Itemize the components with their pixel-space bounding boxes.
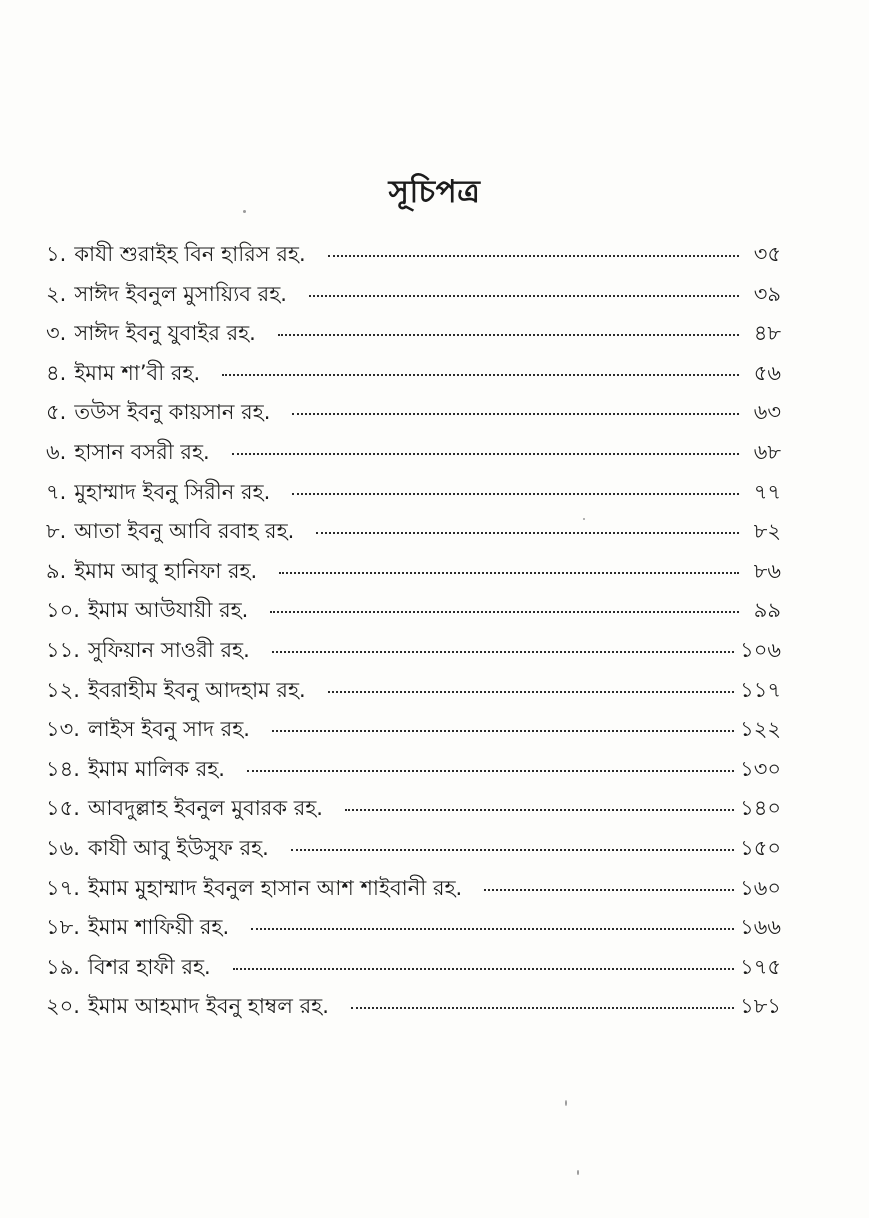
entry-number: ১৫. bbox=[46, 796, 80, 821]
dot-leader bbox=[247, 770, 734, 772]
dot-leader bbox=[232, 453, 739, 455]
entry-title: ইমাম শা’বী রহ. bbox=[74, 360, 201, 385]
dot-leader bbox=[272, 651, 734, 653]
entry-title: ইবরাহীম ইবনু আদহাম রহ. bbox=[87, 677, 306, 702]
entry-number: ৩. bbox=[46, 321, 67, 346]
toc-entry bbox=[46, 357, 781, 397]
entry-number: ২. bbox=[46, 281, 67, 306]
entry-page-number: ৩৯ bbox=[753, 281, 781, 306]
entry-title: আবদুল্লাহ ইবনুল মুবারক রহ. bbox=[87, 796, 323, 821]
dot-leader bbox=[291, 849, 734, 851]
paper-speck bbox=[583, 518, 585, 520]
entry-title: ইমাম মুহাম্মাদ ইবনুল হাসান আশ শাইবানী রহ. bbox=[87, 875, 463, 900]
entry-title: আতা ইবনু আবি রবাহ রহ. bbox=[74, 519, 295, 544]
toc-entry bbox=[46, 911, 781, 951]
dot-leader bbox=[251, 928, 734, 930]
entry-page-number: ১৫০ bbox=[740, 835, 781, 860]
dot-leader bbox=[233, 968, 734, 970]
entry-number: ৮. bbox=[46, 519, 67, 544]
dot-leader bbox=[222, 374, 739, 376]
toc-entry bbox=[46, 476, 781, 516]
dot-leader bbox=[309, 295, 739, 297]
entry-page-number: ১০৬ bbox=[740, 637, 781, 662]
entry-page-number: ৪৮ bbox=[753, 321, 781, 346]
entry-number: ৪. bbox=[46, 360, 67, 385]
toc-entry bbox=[46, 278, 781, 318]
entry-number: ২০. bbox=[46, 994, 80, 1019]
entry-title: ইমাম আহমাদ ইবনু হাম্বল রহ. bbox=[87, 994, 329, 1019]
entry-number: ৯. bbox=[46, 558, 67, 583]
entry-number: ৬. bbox=[46, 439, 67, 464]
toc-entry bbox=[46, 317, 781, 357]
entry-title: তউস ইবনু কায়সান রহ. bbox=[74, 400, 271, 425]
entry-number: ১৯. bbox=[46, 954, 80, 979]
entry-title: বিশর হাফী রহ. bbox=[87, 954, 211, 979]
entry-number: ১১. bbox=[46, 637, 80, 662]
entry-page-number: ৬৮ bbox=[753, 439, 781, 464]
toc-entry bbox=[46, 515, 781, 555]
entry-title: ইমাম আবু হানিফা রহ. bbox=[74, 558, 258, 583]
entry-title: সুফিয়ান সাওরী রহ. bbox=[87, 637, 250, 662]
entry-title: ইমাম আউযায়ী রহ. bbox=[87, 598, 249, 623]
dot-leader bbox=[316, 532, 739, 534]
entry-page-number: ১৪০ bbox=[740, 796, 781, 821]
toc-entry bbox=[46, 436, 781, 476]
toc-entry bbox=[46, 753, 781, 793]
toc-entry bbox=[46, 713, 781, 753]
entry-page-number: ৮৬ bbox=[753, 558, 781, 583]
dot-leader bbox=[278, 334, 739, 336]
entry-page-number: ১৭৫ bbox=[740, 954, 781, 979]
entry-title: মুহাম্মাদ ইবনু সিরীন রহ. bbox=[74, 479, 271, 504]
entry-page-number: ১৬০ bbox=[740, 875, 781, 900]
paper-speck bbox=[243, 210, 246, 213]
entry-number: ১৬. bbox=[46, 835, 80, 860]
entry-page-number: ১৩০ bbox=[740, 756, 781, 781]
entry-title: লাইস ইবনু সাদ রহ. bbox=[87, 717, 250, 742]
entry-page-number: ৭৭ bbox=[753, 479, 781, 504]
toc-entry bbox=[46, 674, 781, 714]
toc-entry bbox=[46, 951, 781, 991]
dot-leader bbox=[328, 255, 739, 257]
entry-page-number: ১৬৬ bbox=[740, 915, 781, 940]
toc-entry bbox=[46, 634, 781, 674]
table-of-contents bbox=[46, 238, 781, 1030]
dot-leader bbox=[351, 1007, 734, 1009]
dot-leader bbox=[272, 730, 734, 732]
toc-entry bbox=[46, 555, 781, 595]
dot-leader bbox=[270, 611, 739, 613]
entry-number: ৭. bbox=[46, 479, 67, 504]
toc-entry bbox=[46, 792, 781, 832]
entry-number: ৫. bbox=[46, 400, 67, 425]
entry-number: ১৩. bbox=[46, 717, 80, 742]
entry-title: কাযী আবু ইউসুফ রহ. bbox=[87, 835, 269, 860]
entry-title: ইমাম শাফিয়ী রহ. bbox=[87, 915, 230, 940]
toc-entry bbox=[46, 238, 781, 278]
dot-leader bbox=[328, 691, 734, 693]
toc-entry bbox=[46, 990, 781, 1030]
dot-leader bbox=[484, 889, 734, 891]
entry-number: ১০. bbox=[46, 598, 80, 623]
entry-page-number: ৯৯ bbox=[753, 598, 781, 623]
entry-page-number: ৫৬ bbox=[753, 360, 781, 385]
toc-entry bbox=[46, 396, 781, 436]
entry-page-number: ৩৫ bbox=[753, 242, 781, 266]
dot-leader bbox=[292, 493, 739, 495]
entry-title: ইমাম মালিক রহ. bbox=[87, 756, 225, 781]
dot-leader bbox=[292, 413, 739, 415]
entry-page-number: ১১৭ bbox=[740, 677, 781, 702]
entry-title: কাযী শুরাইহ বিন হারিস রহ. bbox=[74, 242, 306, 266]
dot-leader bbox=[345, 809, 734, 811]
entry-number: ১. bbox=[46, 242, 67, 266]
toc-entry bbox=[46, 594, 781, 634]
entry-number: ১৮. bbox=[46, 915, 80, 940]
page-title: সূচিপত্র bbox=[388, 174, 481, 210]
entry-number: ১২. bbox=[46, 677, 80, 702]
entry-page-number: ৮২ bbox=[753, 519, 781, 544]
entry-page-number: ১৮১ bbox=[740, 994, 781, 1019]
entry-number: ১৭. bbox=[46, 875, 80, 900]
entry-title: হাসান বসরী রহ. bbox=[74, 439, 210, 464]
entry-page-number: ১২২ bbox=[740, 717, 781, 742]
paper-speck bbox=[565, 1100, 567, 1106]
toc-entry bbox=[46, 872, 781, 912]
entry-title: সাঈদ ইবনুল মুসায়্যিব রহ. bbox=[74, 281, 287, 306]
entry-number: ১৪. bbox=[46, 756, 80, 781]
entry-page-number: ৬৩ bbox=[753, 400, 781, 425]
paper-speck bbox=[577, 1170, 579, 1175]
toc-entry bbox=[46, 832, 781, 872]
dot-leader bbox=[279, 572, 739, 574]
entry-title: সাঈদ ইবনু যুবাইর রহ. bbox=[74, 321, 256, 346]
